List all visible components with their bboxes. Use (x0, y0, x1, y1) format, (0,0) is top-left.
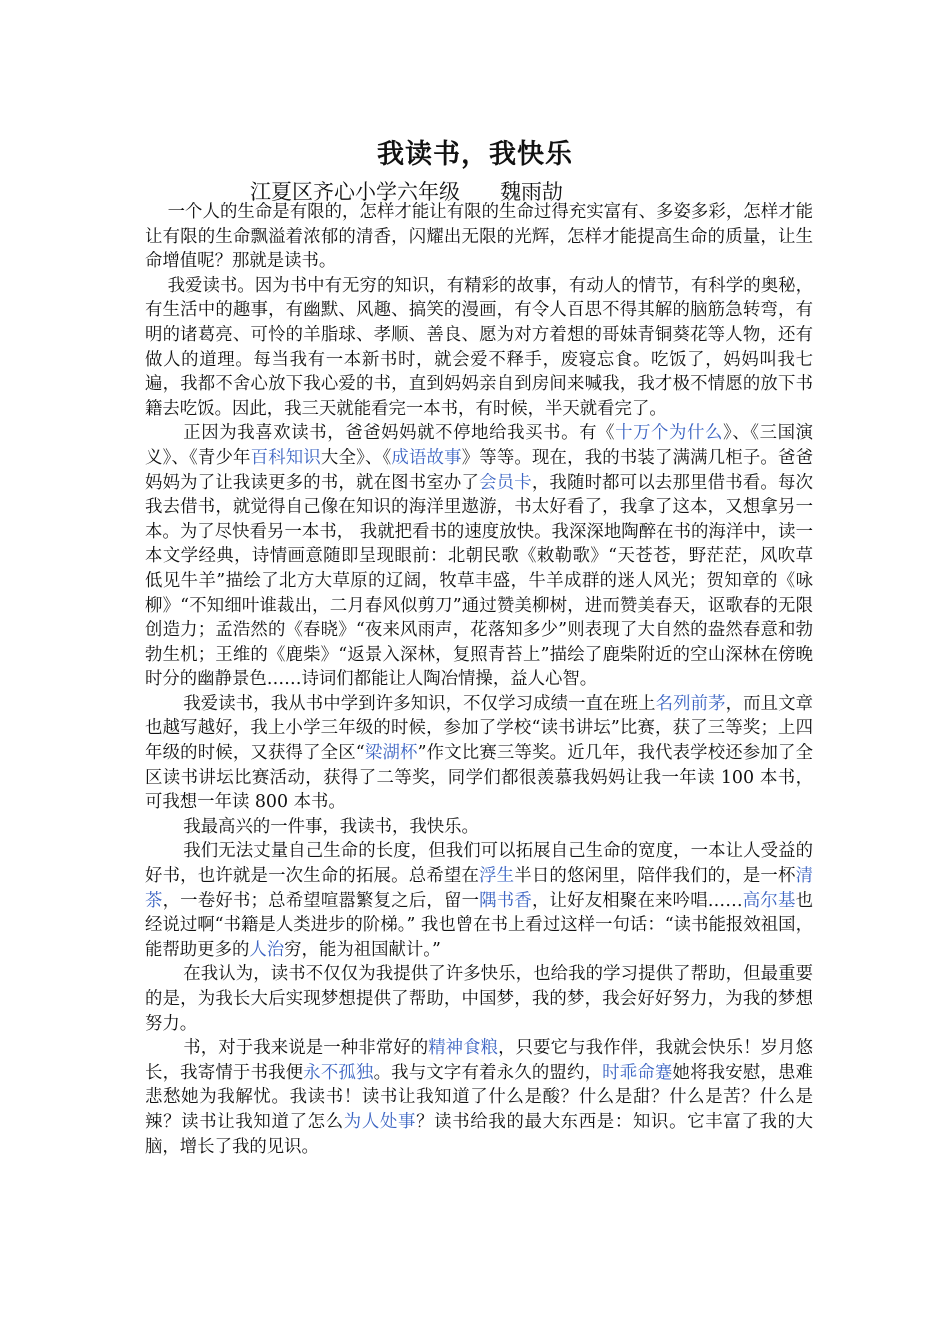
paragraph-text: ，一卷好书；总希望喧嚣繁复之后，留一 (162, 890, 480, 911)
paragraph-text: 一个人的生命是有限的，怎样才能让有限的生命过得充实富有、多姿多彩，怎样才能让有限的生命飘溢着浓郁的清香，闪耀出无限的光辉，怎样才能提高生命的质量，让生命增值呢？那就是读书。 (145, 202, 813, 272)
document-body (145, 200, 813, 1159)
paragraph-text: 正因为我喜欢读书，爸爸妈妈就不停地给我买书。有《 (183, 423, 616, 444)
paragraph-text: ”作文比赛三等奖。近几年，我代表学校还参加了全区读书讲坛比赛活动，获得了二等奖，同学们都很羡慕我妈妈让我一年读 100 本书，可我想一年读 800 本书。 (145, 743, 813, 813)
hyperlink[interactable]: 清茶 (145, 866, 813, 911)
paragraph (145, 815, 813, 840)
hyperlink[interactable]: 永不孤独 (303, 1062, 374, 1083)
paragraph (145, 692, 813, 815)
hyperlink[interactable]: 名列前茅 (655, 693, 726, 714)
paragraph-text: 也经说过啊“书籍是人类进步的阶梯。” 我也曾在书上看过这样一句话：“读书能报效祖国，能帮助更多的 (145, 890, 813, 960)
paragraph-text: 她将我安慰，患难悲愁她为我解忧。我读书！读书让我知道了什么是酸？什么是甜？什么是苦？什么是辣？读书让我知道了怎么 (145, 1062, 813, 1132)
paragraph-text: 。我与文字有着永久的盟约， (373, 1062, 603, 1083)
paragraph-text: 我爱读书，我从书中学到许多知识，不仅学习成绩一直在班上 (183, 693, 656, 714)
hyperlink[interactable]: 十万个为什么 (615, 423, 724, 444)
paragraph-text: 》、《三国演义》、《青少年 (145, 423, 813, 468)
byline-school: 江夏区齐心小学六年级 (250, 180, 460, 204)
hyperlink[interactable]: 人治 (249, 939, 285, 960)
paragraph-text: 我爱读书。因为书中有无穷的知识，有精彩的故事，有动人的情节，有科学的奥秘，有生活中的趣事，有幽默、风趣、搞笑的漫画，有令人百思不得其解的脑筋急转弯，有明的诸葛亮、可怜的羊脂球、孝顺、善良、愿为对方着想的哥妹青铜葵花等人物，还有做人的道理。每当我有一本新书时，就会爱不释手，废寝忘食。吃饭了，妈妈叫我七遍，我都不舍心放下我心爱的书，直到妈妈亲自到房间来喊我，我才极不情愿的放下书籍去吃饭。因此，我三天就能看完一本书，有时候，半天就看完了。 (145, 275, 813, 419)
hyperlink[interactable]: 隅书香 (479, 890, 532, 911)
paragraph (145, 274, 813, 422)
hyperlink[interactable]: 为人处事 (343, 1111, 417, 1132)
paragraph-text: ？读书给我的最大东西是：知识。它丰富了我的大脑，增长了我的见识。 (145, 1111, 813, 1157)
hyperlink[interactable]: 高尔基 (742, 890, 796, 911)
hyperlink[interactable]: 梁湖杯 (364, 743, 418, 764)
hyperlink[interactable]: 时乖命蹇 (602, 1062, 673, 1083)
hyperlink[interactable]: 会员卡 (479, 472, 532, 493)
hyperlink[interactable]: 浮生 (479, 866, 515, 887)
paragraph-text: ，而且文章也越写越好，我上小学三年级的时候，参加了学校“读书讲坛”比赛，获了三等奖；上四年级的时候，又获得了全区“ (145, 693, 813, 764)
paragraph-text: ，我随时都可以去那里借书看。每次我去借书，就觉得自己像在知识的海洋里遨游，书太好看了，我拿了这本，又想拿另一本。为了尽快看另一本书， 我就把看书的速度放快。我深深地陶醉在书的海洋中，读一本文学经典，诗情画意随即呈现眼前：北朝民歌《敕勒歌》“天苍苍，野茫茫，风吹草低见牛羊”描绘了北方大草原的辽阔，牧草丰盛，牛羊成群的迷人风光；贺知章的《咏柳》“不知细叶谁裁出，二月春风似剪刀”通过赞美柳树，进而赞美春天，讴歌春的无限创造力；孟浩然的《春晓》“夜来风雨声，花落知多少”则表现了大自然的盎然春意和勃勃生机；王维的《鹿柴》“返景入深林，复照青苔上”描绘了鹿柴附近的空山深林在傍晚时分的幽静景色……诗词们都能让人陶冶情操，益人心智。 (145, 472, 813, 690)
paragraph-text: 》等等。现在，我的书装了满满几柜子。爸爸妈妈为了让我读更多的书，就在图书室办了 (145, 447, 813, 493)
paragraph-text: 我最高兴的一件事，我读书，我快乐。 (183, 816, 479, 837)
paragraph-text: ，只要它与我作伴，我就会快乐！岁月悠长，我寄情于书我便 (145, 1038, 813, 1083)
hyperlink[interactable]: 成语故事 (391, 447, 462, 468)
paragraph (145, 962, 813, 1036)
hyperlink[interactable]: 精神食粮 (428, 1038, 499, 1059)
paragraph (145, 839, 813, 962)
paragraph-text: 穷，能为祖国献计。” (284, 939, 441, 960)
paragraph-text: 书，对于我来说是一种非常好的 (183, 1038, 429, 1059)
paragraph-text: ，让好友相聚在来吟唱…… (531, 890, 743, 911)
paragraph-text: 在我认为，读书不仅仅为我提供了许多快乐，也给我的学习提供了帮助，但最重要的是，为我长大后实现梦想提供了帮助，中国梦，我的梦，我会好好努力，为我的梦想努力。 (145, 964, 813, 1034)
paragraph-text: 我们无法丈量自己生命的长度，但我们可以拓展自己生命的宽度，一本让人受益的好书，也许就是一次生命的拓展。总希望在 (145, 841, 813, 887)
document-title: 我读书，我快乐 (377, 139, 573, 170)
paragraph (145, 421, 813, 692)
paragraph-text: 半日的悠闲里，陪伴我们的，是一杯 (514, 866, 796, 887)
paragraph (145, 1036, 813, 1159)
byline-author: 魏雨劼 (500, 180, 564, 204)
paragraph-text: 大全》、《 (320, 447, 392, 468)
hyperlink[interactable]: 百科知识 (250, 447, 321, 468)
paragraph (145, 200, 813, 274)
